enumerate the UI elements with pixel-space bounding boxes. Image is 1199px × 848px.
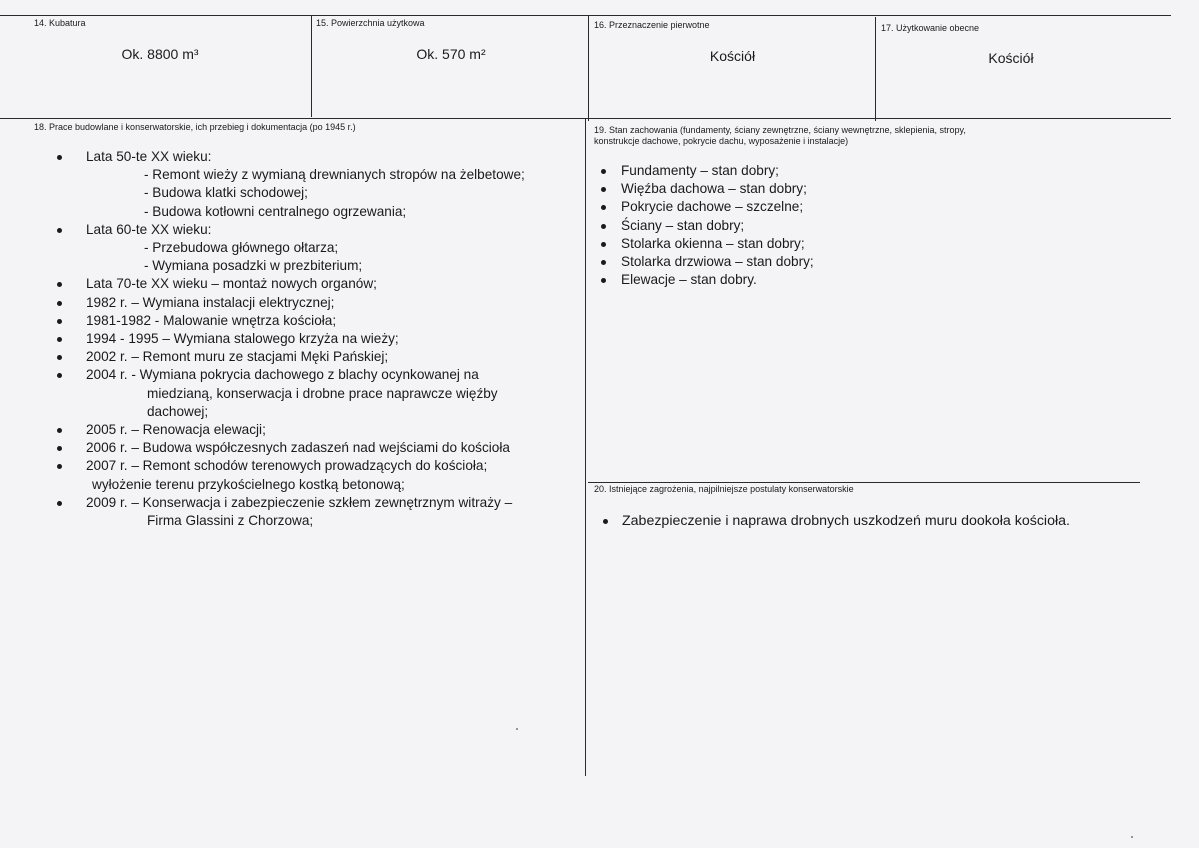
- top-border-line: [0, 15, 1171, 16]
- list-item-continuation: Firma Glassini z Chorzowa;: [147, 513, 314, 529]
- section20-label: 20. Istniejące zagrożenia, najpilniejsze postulaty konserwatorskie: [594, 484, 854, 494]
- list-item-text: Zabezpieczenie i naprawa drobnych uszkodzeń muru dookoła kościoła.: [622, 513, 1070, 529]
- section19-list: [598, 162, 1138, 289]
- list-item-text: Stolarka okienna – stan dobry;: [621, 235, 805, 251]
- divider-16-17: [875, 17, 876, 121]
- list-item: [55, 294, 595, 312]
- list-item-text: Ściany – stan dobry;: [621, 217, 745, 233]
- list-item-text: 2007 r. – Remont schodów terenowych prowadzących do kościoła;: [86, 458, 488, 474]
- list-item-text: Elewacje – stan dobry.: [621, 272, 757, 288]
- list-item: [55, 275, 595, 293]
- list-item: [55, 439, 595, 457]
- list-item-text: 2005 r. – Renowacja elewacji;: [86, 422, 266, 438]
- list-item-text: Więźba dachowa – stan dobry;: [621, 181, 807, 197]
- list-item-continuation: wyłożenie terenu przykościelnego kostką betonową;: [92, 476, 405, 492]
- field-15-value: Ok. 570 m²: [416, 46, 486, 62]
- list-item-text: 2002 r. – Remont muru ze stacjami Męki Pańskiej;: [86, 349, 389, 365]
- divider-14-15: [311, 15, 312, 117]
- list-item-text: 1982 r. – Wymiana instalacji elektrycznej;: [86, 294, 335, 310]
- list-item-text: 1994 - 1995 – Wymiana stalowego krzyża na wieży;: [86, 331, 399, 347]
- list-subitem: - Przebudowa głównego ołtarza;: [144, 240, 339, 256]
- list-item: [55, 330, 595, 348]
- section20-top-line: [588, 482, 1140, 483]
- list-item-continuation: miedzianą, konserwacja i drobne prace naprawcze więźby: [147, 385, 498, 401]
- list-item-text: 2006 r. – Budowa współczesnych zadaszeń nad wejściami do kościoła: [86, 440, 510, 456]
- list-item: [600, 512, 1160, 530]
- list-item: [598, 198, 1138, 216]
- section18-label: 18. Prace budowlane i konserwatorskie, ich przebieg i dokumentacja (po 1945 r.): [34, 122, 356, 132]
- list-item-text: Stolarka drzwiowa – stan dobry;: [621, 254, 814, 270]
- list-item: [55, 312, 595, 330]
- list-item-text: Lata 50-te XX wieku:: [86, 149, 212, 164]
- field-17-value: Kościół: [988, 50, 1034, 66]
- list-item: [55, 457, 595, 493]
- list-item: [55, 148, 595, 221]
- list-item-text: Lata 70-te XX wieku – montaż nowych organów;: [86, 276, 377, 292]
- field-14-label: 14. Kubatura: [34, 18, 86, 28]
- list-subitem: - Wymiana posadzki w prezbiterium;: [144, 258, 363, 274]
- divider-15-16: [588, 15, 589, 121]
- list-item: [55, 366, 595, 421]
- list-subitem: - Remont wieży z wymianą drewnianych stropów na żelbetowe;: [144, 167, 525, 183]
- field-16-label: 16. Przeznaczenie pierwotne: [594, 20, 710, 30]
- list-item: [598, 235, 1138, 253]
- list-subitem: - Budowa kotłowni centralnego ogrzewania;: [144, 203, 407, 219]
- list-item: [55, 348, 595, 366]
- field-15-label: 15. Powierzchnia użytkowa: [316, 18, 425, 28]
- list-item: [55, 494, 595, 530]
- list-item: [598, 180, 1138, 198]
- list-item-continuation: dachowej;: [147, 403, 209, 419]
- section19-label-line2: konstrukcje dachowe, pokrycie dachu, wyposażenie i instalacje): [594, 136, 849, 146]
- list-subitem: - Budowa klatki schodowej;: [144, 185, 308, 201]
- list-item-text: 2004 r. - Wymiana pokrycia dachowego z blachy ocynkowanej na: [86, 367, 479, 383]
- list-item-text: 1981-1982 - Malowanie wnętrza kościoła;: [86, 312, 337, 328]
- list-item: [598, 271, 1138, 289]
- list-item: [55, 421, 595, 439]
- list-item: [55, 221, 595, 276]
- list-item: [598, 162, 1138, 180]
- section18-list: [55, 148, 595, 530]
- section20-list: [600, 512, 1160, 530]
- list-item-text: 2009 r. – Konserwacja i zabezpieczenie szkłem zewnętrznym witraży –: [86, 494, 513, 510]
- scan-speck: [516, 728, 518, 730]
- scan-speck: [1131, 836, 1133, 838]
- field-17-label: 17. Użytkowanie obecne: [881, 23, 980, 33]
- field-16-value: Kościół: [709, 48, 756, 64]
- list-item: [598, 253, 1138, 271]
- list-item-text: Pokrycie dachowe – szczelne;: [621, 199, 804, 215]
- list-item-text: Fundamenty – stan dobry;: [621, 163, 779, 178]
- field-14-value: Ok. 8800 m³: [121, 46, 199, 62]
- list-item-text: Lata 60-te XX wieku:: [86, 221, 212, 237]
- list-item: [598, 217, 1138, 235]
- section19-label-line1: 19. Stan zachowania (fundamenty, ściany zewnętrzne, ściany wewnętrzne, sklepienia, stropy,: [594, 125, 966, 135]
